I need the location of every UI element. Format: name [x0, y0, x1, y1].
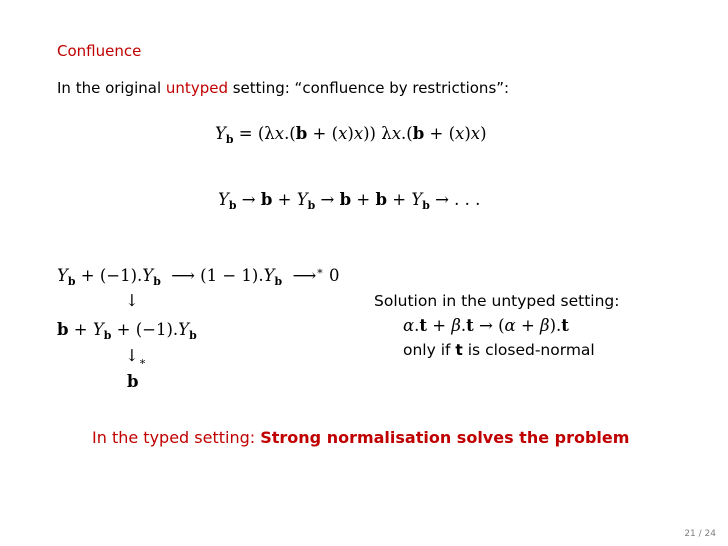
conclusion-statement: Strong normalisation solves the problem — [260, 428, 630, 447]
intro-text — [57, 79, 509, 97]
solution-rule: α.t + β.t → (α + β).t — [403, 316, 569, 335]
condition-after: is closed-normal — [462, 341, 595, 359]
condition-before: only if — [403, 341, 456, 359]
conclusion — [92, 428, 629, 447]
definition-formula: $Y_b = (\lambda x.(b + (x)x)) \lambda x.(b + (x)x)$ — [215, 124, 487, 146]
diagram-bottom: b — [127, 372, 139, 391]
intro-before: In the original — [57, 79, 166, 97]
intro-highlight: untyped — [165, 79, 228, 97]
reduction-chain: $Y_b \to b + Y_b \to b + b + Y_b$ → . . . — [218, 190, 481, 212]
diagram-down-star-arrow: $↓_∗$ — [125, 346, 147, 368]
conclusion-label: In the typed setting: — [92, 428, 261, 447]
solution-heading: Solution in the untyped setting: — [374, 292, 620, 310]
page-number: 21 / 24 — [684, 529, 716, 539]
diagram-top-row: $Y_b + (-1).Y_b$ ⟶ $(1 - 1).Y_b$ ⟶∗ 0 — [57, 264, 340, 288]
condition-term: t — [455, 341, 463, 359]
diagram-middle: $b + Y_b + (-1).Y_b$ — [57, 320, 197, 342]
solution-condition — [403, 341, 595, 359]
slide-title: Confluence — [57, 42, 142, 60]
diagram-down-arrow: ↓ — [125, 291, 139, 310]
intro-after: setting: “confluence by restrictions”: — [227, 79, 510, 97]
